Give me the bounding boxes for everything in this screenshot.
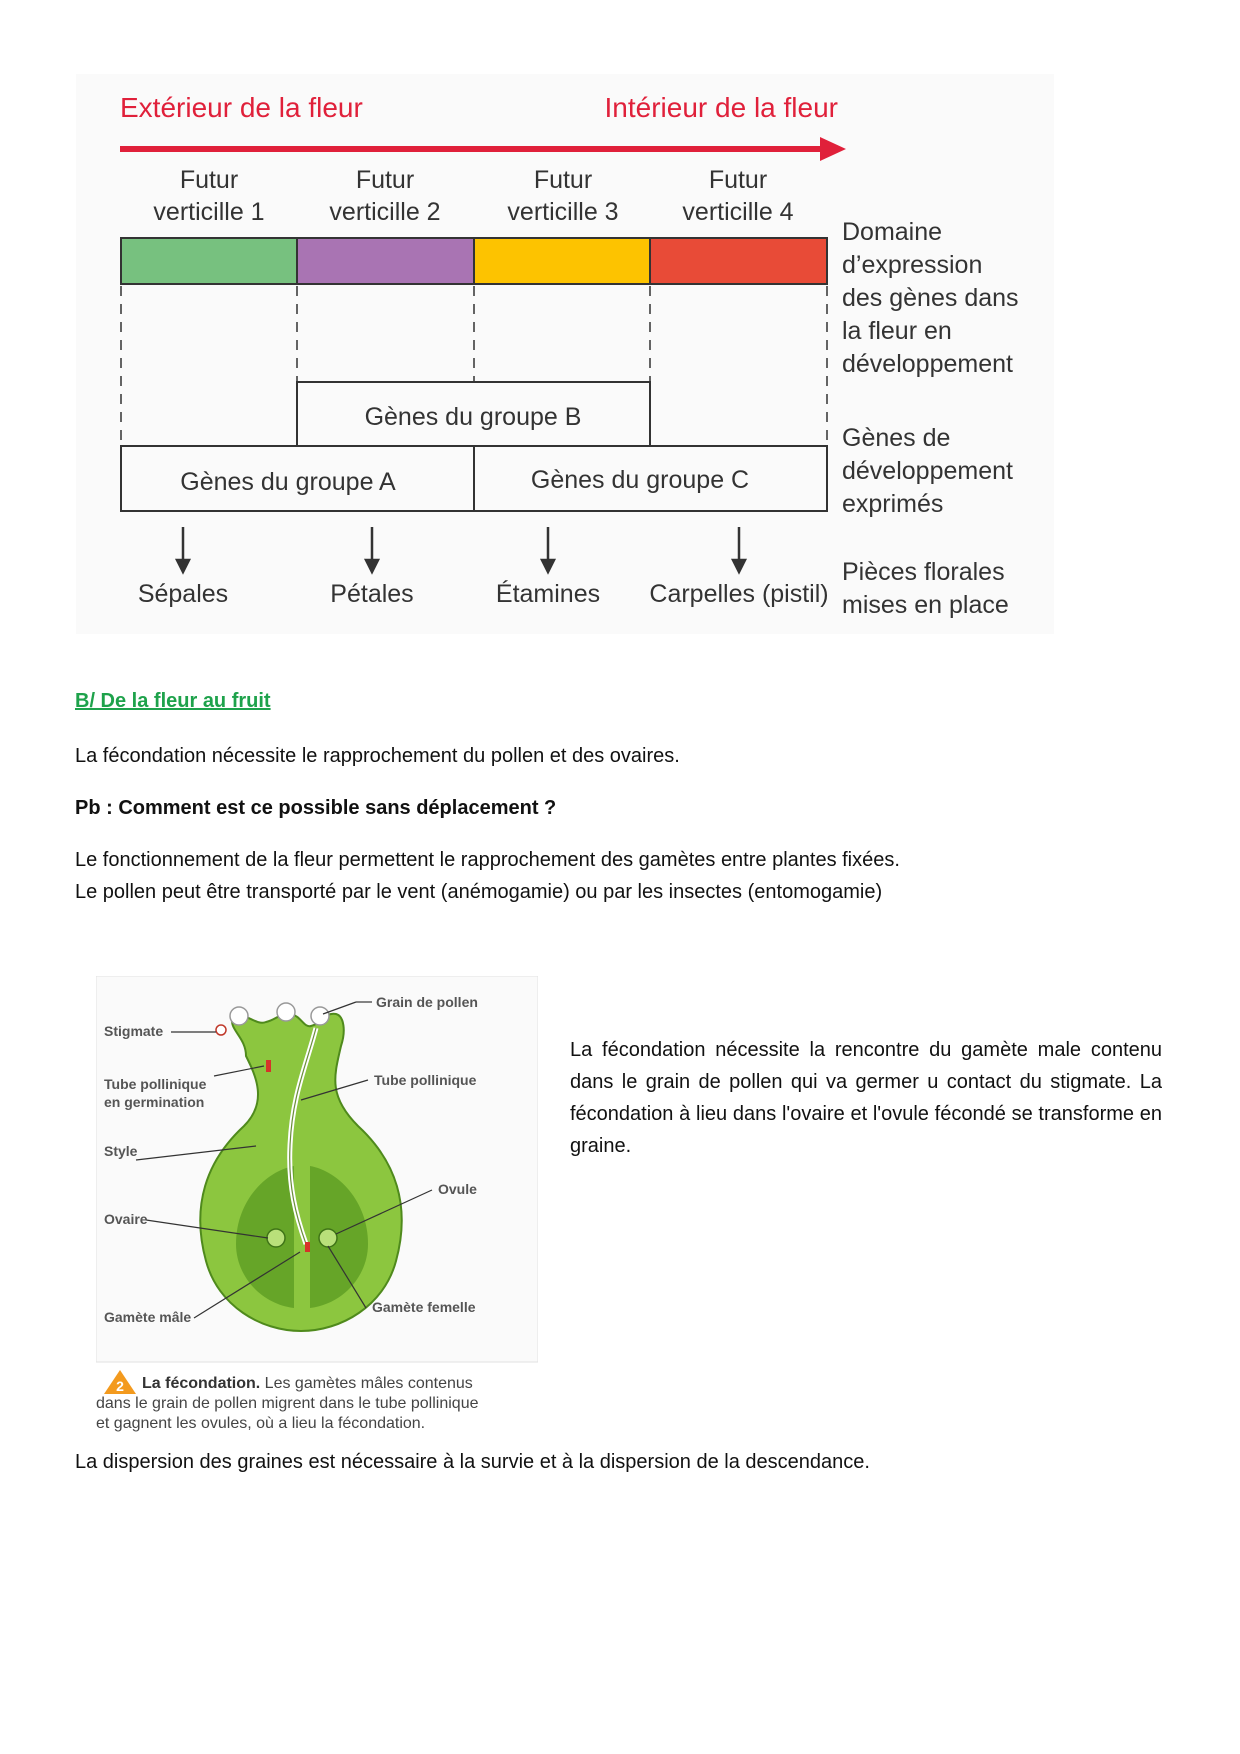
paragraph-fecondation: La fécondation nécessite le rapprochement du pollen et des ovaires. (75, 745, 680, 767)
organ-sepales: Sépales (137, 580, 229, 608)
domaine-line-5: développement (842, 350, 1013, 378)
label-ovule: Ovule (438, 1181, 477, 1197)
paragraph-pollen-transport: Le pollen peut être transporté par le vent (anémogamie) ou par les insectes (entomogamie) (75, 881, 883, 903)
pollen-grain-4 (216, 1025, 226, 1035)
organ-carpelles: Carpelles (pistil) (649, 580, 829, 608)
paragraph-fonctionnement: Le fonctionnement de la fleur permettent le rapprochement des gamètes entre plantes fixées. (75, 849, 900, 871)
down-arrow-1-icon (177, 560, 189, 572)
caption-bold: La fécondation. (142, 1375, 261, 1392)
caption-line-2: dans le grain de pollen migrent dans le tube pollinique (96, 1395, 479, 1412)
group-b-label: Gènes du groupe B (364, 403, 582, 431)
verticille-4-bar (650, 238, 827, 284)
pieces-line-1: Pièces florales (842, 558, 1005, 586)
label-style: Style (104, 1143, 138, 1159)
caption-line-3: et gagnent les ovules, où a lieu la fécondation. (96, 1415, 426, 1432)
ovule-left (267, 1229, 285, 1247)
header-right-label: Intérieur de la fleur (604, 92, 838, 123)
label-stigmate: Stigmate (104, 1023, 164, 1039)
verticille-2-bar (297, 238, 474, 284)
genes-line-1: Gènes de (842, 424, 951, 452)
col3-title-line2: verticille 3 (507, 198, 619, 226)
fertilisation-figure (96, 976, 538, 1432)
domaine-line-2: d’expression (842, 251, 983, 279)
organ-petales: Pétales (330, 580, 414, 608)
organ-etamines: Étamines (495, 580, 601, 608)
pollen-grain-3 (311, 1007, 329, 1025)
label-gamete-femelle: Gamète femelle (372, 1299, 476, 1315)
abc-diagram-svg (76, 74, 1054, 634)
fertilisation-svg (96, 976, 538, 1432)
label-ovaire: Ovaire (104, 1211, 148, 1227)
pollen-grain-2 (277, 1003, 295, 1021)
label-grain-pollen: Grain de pollen (376, 994, 478, 1010)
pollen-grain-1 (230, 1007, 248, 1025)
domaine-line-1: Domaine (842, 218, 943, 246)
col1-title-line2: verticille 1 (153, 198, 265, 226)
label-tube-germ-2: en germination (104, 1094, 205, 1110)
down-arrow-4-icon (733, 560, 745, 572)
col2-title-line1: Futur (355, 166, 415, 194)
caption-line-1 (142, 1375, 473, 1392)
col2-title-line2: verticille 2 (329, 198, 441, 226)
section-title: B/ De la fleur au fruit (75, 690, 271, 712)
problem-question: Pb : Comment est ce possible sans déplacement ? (75, 797, 557, 819)
domaine-line-3: des gènes dans (842, 284, 1019, 312)
header-left-label: Extérieur de la fleur (120, 92, 363, 123)
down-arrow-2-icon (366, 560, 378, 572)
pieces-line-2: mises en place (842, 591, 1009, 619)
ovule-right (319, 1229, 337, 1247)
genes-line-2: développement (842, 457, 1013, 485)
abc-model-diagram (76, 74, 1054, 634)
col3-title-line1: Futur (533, 166, 593, 194)
paragraph-dispersion: La dispersion des graines est nécessaire à la survie et à la dispersion de la descendance. (75, 1451, 870, 1473)
fertilisation-explanation: La fécondation nécessite la rencontre du gamète male contenu dans le grain de pollen qui va germer u contact du stigmate. La fécondation à lieu dans l'ovaire et l'ovule fécondé se transforme en graine. (570, 1039, 1162, 1157)
domaine-line-4: la fleur en (842, 317, 952, 345)
caption-number: 2 (116, 1378, 124, 1394)
male-gamete-2 (305, 1242, 310, 1252)
caption-rest-1: Les gamètes mâles contenus (260, 1375, 473, 1392)
male-gamete-1 (266, 1060, 271, 1072)
down-arrow-3-icon (542, 560, 554, 572)
verticille-1-bar (121, 238, 297, 284)
label-tube-pollinique: Tube pollinique (374, 1072, 477, 1088)
arrow-head-icon (820, 137, 846, 161)
group-a-label: Gènes du groupe A (180, 468, 396, 496)
genes-line-3: exprimés (842, 490, 944, 518)
label-tube-germ-1: Tube pollinique (104, 1076, 207, 1092)
col4-title-line2: verticille 4 (682, 198, 794, 226)
group-c-label: Gènes du groupe C (530, 466, 750, 494)
col1-title-line1: Futur (179, 166, 239, 194)
col4-title-line1: Futur (708, 166, 768, 194)
verticille-3-bar (474, 238, 650, 284)
label-gamete-male: Gamète mâle (104, 1309, 192, 1325)
